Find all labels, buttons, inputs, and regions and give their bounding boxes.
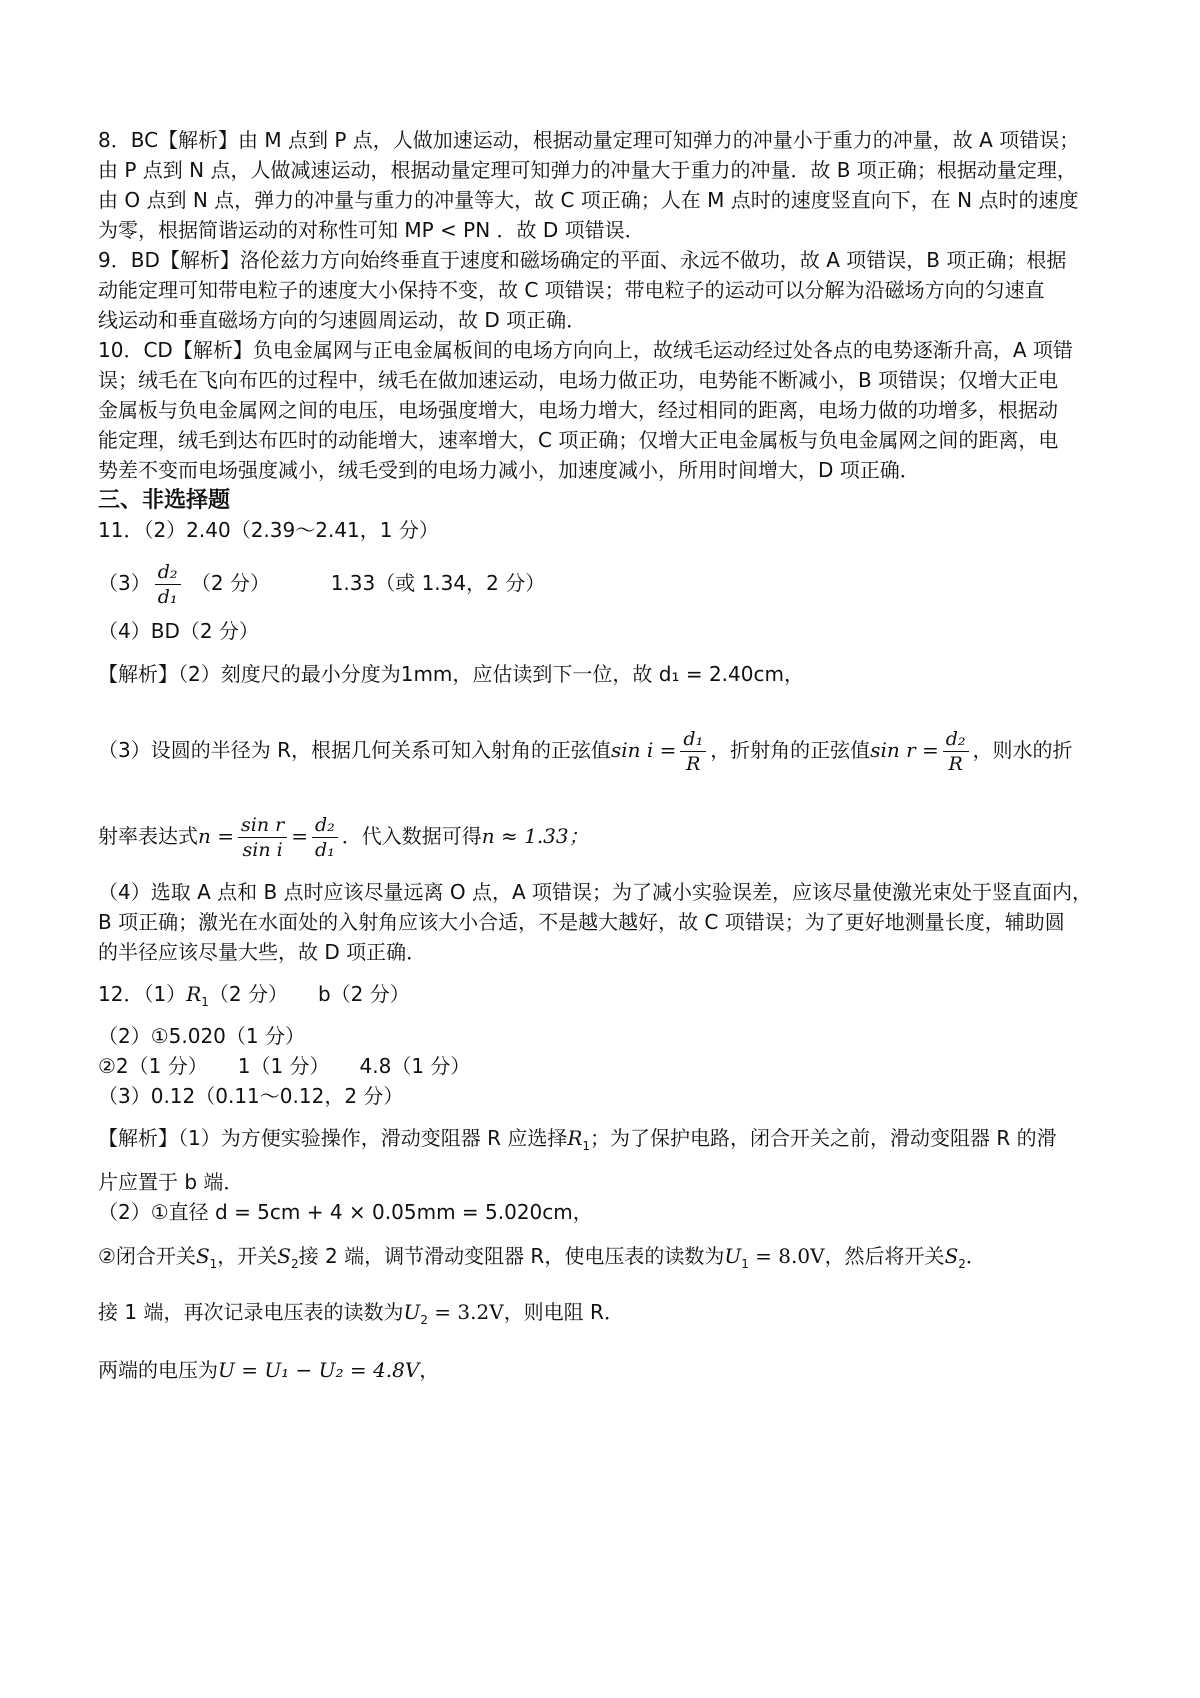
q11-exp4-line-3: 的半径应该尽量大些，故 D 项正确． <box>98 940 427 964</box>
q12-exp3-text-e: ． <box>965 1244 986 1268</box>
q11-exp3-text-e: ．代入数据可得 <box>341 824 482 848</box>
q11-exp3-eq: = <box>291 824 308 848</box>
q11-exp4-line-2: B 项正确；激光在水面处的入射角应该大小合适，不是越大越好，故 C 项错误；为了更好地测量长度，辅助圆 <box>98 910 1065 934</box>
q11-exp3-result: n ≈ 1.33； <box>481 824 589 848</box>
q11-a3-value: 1.33（或 1.34，2 分） <box>330 571 546 595</box>
q12-exp1-text-a: 【解析】（1）为方便实验操作，滑动变阻器 R 应选择 <box>98 1126 568 1150</box>
q10-line-1: 10．CD【解析】负电金属网与正电金属板间的电场方向向上，故绒毛运动经过处各点的电势逐渐升高，A 项错 <box>98 338 1073 362</box>
q11-exp-2: 【解析】（2）刻度尺的最小分度为1mm，应估读到下一位，故 d₁ = 2.40cm， <box>98 662 804 686</box>
q11-exp3-n: n = <box>198 824 234 848</box>
q12-exp-2: （2）①直径 d = 5cm + 4 × 0.05mm = 5.020cm， <box>98 1200 593 1224</box>
q11-exp3-text-a: （3）设圆的半径为 R，根据几何关系可知入射角的正弦值 <box>98 738 611 762</box>
q11-exp3-frac4-num: d₂ <box>312 813 338 838</box>
q10-line-2: 误；绒毛在飞向布匹的过程中，绒毛在做加速运动，电场力做正功，电势能不断减小，B 项错误；仅增大正电 <box>98 368 1059 392</box>
q12-exp3-text-a: ②闭合开关 <box>98 1244 196 1268</box>
q11-exp3-text-d: 射率表达式 <box>98 824 198 848</box>
q8-line-2: 由 P 点到 N 点，人做减速运动，根据动量定理可知弹力的冲量大于重力的冲量．故 B 项正确；根据动量定理， <box>98 158 1077 182</box>
q11-a3-prefix: （3） <box>98 571 151 595</box>
q12-exp3-s1-sub: 1 <box>209 1257 218 1271</box>
q10-line-3: 金属板与负电金属网之间的电压，电场强度增大，电场力增大，经过相同的距离，电场力做的功增多，根据动 <box>98 398 1058 422</box>
q12-exp4-u2-sub: 2 <box>420 1313 428 1327</box>
q12-exp3-s2b-sub: 2 <box>958 1257 966 1271</box>
q12-exp5-equation: U = U₁ − U₂ = 4.8V <box>218 1358 420 1382</box>
q12-exp1-sub: 1 <box>582 1139 591 1153</box>
q11-exp-3-cont <box>98 808 1110 864</box>
q12-exp3-u1-sub: 1 <box>741 1257 749 1271</box>
q12-exp3-u1-value: = 8.0V <box>748 1244 825 1268</box>
q11-exp3-frac2 <box>943 727 969 776</box>
q11-a3-num: d₂ <box>155 560 181 585</box>
q11-exp3-frac1-den: R <box>686 753 701 775</box>
q12-exp3-s1: S <box>195 1244 210 1268</box>
q9-line-1: 9．BD【解析】洛伦兹力方向始终垂直于速度和磁场确定的平面、永远不做功，故 A 项错误，B 项正确；根据 <box>98 248 1067 272</box>
q11-exp4-line-1: （4）选取 A 点和 B 点时应该尽量远离 O 点，A 项错误；为了减小实验误差，应该尽量使激光束处于竖直面内， <box>98 880 1093 904</box>
q11-exp3-sin-i: sin i = <box>610 738 677 762</box>
q11-answer-2: 11．（2）2.40（2.39～2.41，1 分） <box>98 518 439 542</box>
q11-a3-score: （2 分） <box>190 571 270 595</box>
q11-exp3-text-c: ，则水的折 <box>972 738 1073 762</box>
q11-a3-fraction <box>155 560 181 609</box>
q12-a1-r: R <box>186 982 202 1006</box>
q8-line-3: 由 O 点到 N 点，弹力的冲量与重力的冲量等大，故 C 项正确；人在 M 点时的速度竖直向下，在 N 点时的速度 <box>98 188 1079 212</box>
q10-line-4: 能定理，绒毛到达布匹时的动能增大，速率增大，C 项正确；仅增大正电金属板与负电金属网之间的距离，电 <box>98 428 1059 452</box>
q12-exp-5 <box>98 1356 1110 1384</box>
q12-exp-3 <box>98 1242 1110 1278</box>
q12-exp-4 <box>98 1298 1110 1334</box>
q11-exp3-frac3 <box>238 813 287 862</box>
q11-exp3-frac2-num: d₂ <box>943 727 969 752</box>
q11-exp-3 <box>98 722 1110 778</box>
q12-a1-prefix: 12．（1） <box>98 982 187 1006</box>
q12-exp4-text-a: 接 1 端，再次记录电压表的读数为 <box>98 1300 404 1324</box>
q12-exp3-text-b: ，开关 <box>217 1244 278 1268</box>
q12-exp4-u2-value: = 3.2V <box>427 1300 504 1324</box>
q11-exp3-frac1-num: d₁ <box>680 727 706 752</box>
q9-line-2: 动能定理可知带电粒子的速度大小保持不变，故 C 项错误；带电粒子的运动可以分解为沿磁场方向的匀速直 <box>98 278 1045 302</box>
q12-exp3-s2b: S <box>944 1244 959 1268</box>
section-title: 三、非选择题 <box>98 488 231 513</box>
q12-exp3-s2-sub: 2 <box>290 1257 299 1271</box>
q12-exp-1 <box>98 1124 1110 1160</box>
q12-exp1-r: R <box>567 1126 583 1150</box>
q11-exp3-frac3-num: sin r <box>238 813 287 838</box>
q12-exp3-text-c: 接 2 端，调节滑动变阻器 R，使电压表的读数为 <box>298 1244 725 1268</box>
q11-exp3-frac4 <box>312 813 338 862</box>
q11-exp3-frac1 <box>680 727 706 776</box>
q12-a1-rest: （2 分） b（2 分） <box>208 982 410 1006</box>
q11-exp3-frac3-den: sin i <box>242 839 283 861</box>
q12-exp5-text-a: 两端的电压为 <box>98 1358 218 1382</box>
q12-exp5-text-b: ， <box>419 1358 440 1382</box>
q11-exp3-sin-r: sin r = <box>870 738 939 762</box>
q11-exp3-frac4-den: d₁ <box>314 839 335 861</box>
q12-answer-1 <box>98 980 1110 1016</box>
q12-a1-sub: 1 <box>201 995 209 1009</box>
q11-answer-3 <box>98 558 1110 609</box>
q11-exp3-text-b: ，折射角的正弦值 <box>710 738 871 762</box>
q10-line-5: 势差不变而电场强度减小，绒毛受到的电场力减小，加速度减小，所用时间增大，D 项正确． <box>98 458 920 482</box>
q8-line-4: 为零，根据简谐运动的对称性可知 MP < PN ．故 D 项错误． <box>98 218 645 242</box>
q12-exp4-text-b: ，则电阻 R． <box>503 1300 624 1324</box>
q12-answer-3: （3）0.12（0.11～0.12，2 分） <box>98 1084 404 1108</box>
q11-exp3-frac2-den: R <box>948 753 963 775</box>
q8-line-1: 8．BC【解析】由 M 点到 P 点，人做加速运动，根据动量定理可知弹力的冲量小于重力的冲量，故 A 项错误； <box>98 128 1080 152</box>
q11-answer-4: （4）BD（2 分） <box>98 619 259 643</box>
q9-line-3: 线运动和垂直磁场方向的匀速圆周运动，故 D 项正确． <box>98 308 587 332</box>
q12-exp3-s2: S <box>277 1244 291 1268</box>
q12-exp-1-cont: 片应置于 b 端． <box>98 1170 244 1194</box>
q12-exp3-u1: U <box>724 1244 742 1268</box>
q11-a3-den: d₁ <box>157 586 178 608</box>
q12-exp3-text-d: ，然后将开关 <box>824 1244 945 1268</box>
q12-exp4-u2: U <box>403 1300 421 1324</box>
q12-answer-2-2: ②2（1 分） 1（1 分） 4.8（1 分） <box>98 1054 471 1078</box>
q12-exp1-text-b: ；为了保护电路，闭合开关之前，滑动变阻器 R 的滑 <box>590 1126 1057 1150</box>
q12-answer-2-1: （2）①5.020（1 分） <box>98 1024 305 1048</box>
